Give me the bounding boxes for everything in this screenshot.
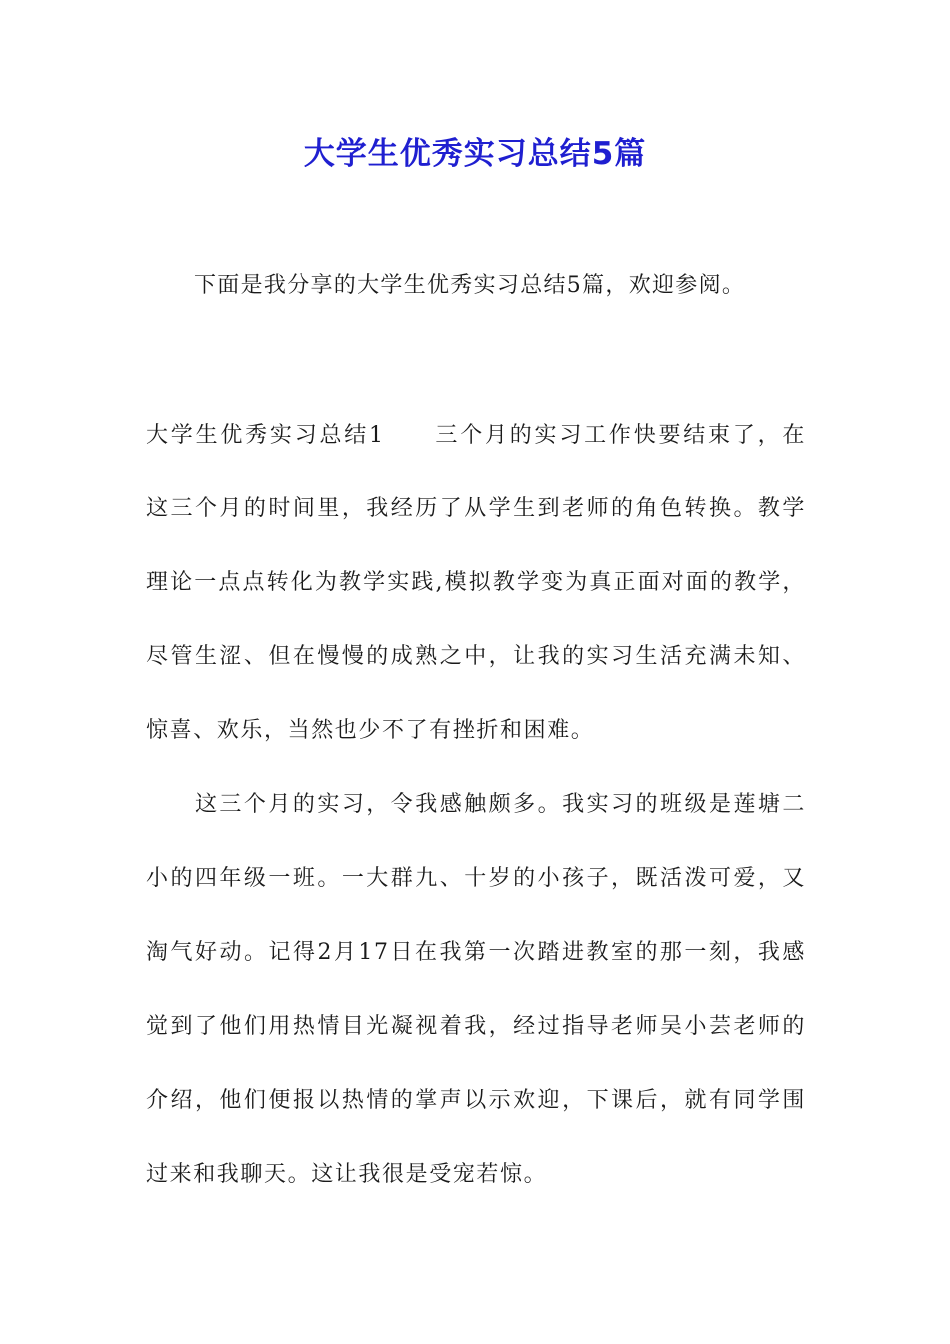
body-line: 惊喜、欢乐，当然也少不了有挫折和困难。 bbox=[146, 718, 595, 743]
body-line: 小的四年级一班。一大群九、十岁的小孩子，既活泼可爱，又 bbox=[146, 866, 806, 891]
body-line: 尽管生涩、但在慢慢的成熟之中，让我的实习生活充满未知、 bbox=[146, 644, 806, 669]
body-line: 介绍，他们便报以热情的掌声以示欢迎，下课后，就有同学围 bbox=[146, 1088, 806, 1113]
body-line: 大学生优秀实习总结1 三个月的实习工作快要结束了，在 bbox=[146, 423, 806, 448]
intro-paragraph: 下面是我分享的大学生优秀实习总结5篇，欢迎参阅。 bbox=[194, 273, 746, 298]
body-line: 这三个月的实习，令我感触颇多。我实习的班级是莲塘二 bbox=[146, 792, 806, 817]
document-title: 大学生优秀实习总结5篇 bbox=[303, 136, 647, 172]
body-line: 理论一点点转化为教学实践,模拟教学变为真正面对面的教学， bbox=[146, 570, 806, 595]
body-line: 淘气好动。记得2月17日在我第一次踏进教室的那一刻，我感 bbox=[146, 940, 806, 965]
body-line: 觉到了他们用热情目光凝视着我，经过指导老师吴小芸老师的 bbox=[146, 1014, 806, 1039]
body-line: 这三个月的时间里，我经历了从学生到老师的角色转换。教学 bbox=[146, 496, 806, 521]
body-line: 过来和我聊天。这让我很是受宠若惊。 bbox=[146, 1162, 548, 1187]
